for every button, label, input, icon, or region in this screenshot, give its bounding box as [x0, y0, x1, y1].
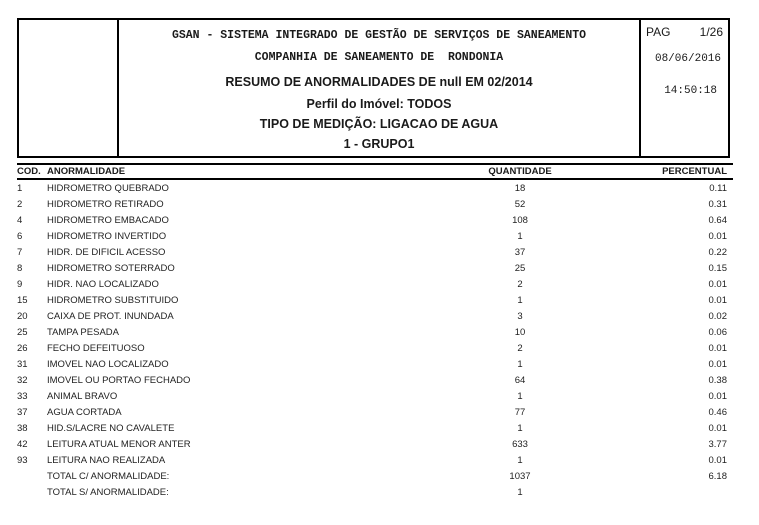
quantidade-cell: 2 — [517, 342, 523, 354]
table-row — [17, 372, 733, 388]
page-number: 1/26 — [699, 25, 723, 39]
table-row — [17, 276, 733, 292]
anormalidade-cell: IMOVEL NAO LOCALIZADO — [47, 358, 169, 370]
quantidade-cell: 1 — [517, 358, 523, 370]
percentual-cell: 0.01 — [708, 454, 727, 466]
table-row — [17, 436, 733, 452]
page-row — [641, 26, 728, 39]
anomalies-table — [17, 163, 733, 500]
anormalidade-cell: LEITURA ATUAL MENOR ANTER — [47, 438, 191, 450]
table-row — [17, 404, 733, 420]
anormalidade-cell: TOTAL C/ ANORMALIDADE: — [47, 470, 170, 482]
percentual-cell: 0.46 — [708, 406, 727, 418]
quantidade-cell: 64 — [514, 374, 526, 386]
quantidade-cell: 1 — [517, 390, 523, 402]
cod-cell: 6 — [17, 230, 23, 242]
quantidade-cell: 1 — [517, 294, 523, 306]
table-row — [17, 388, 733, 404]
table-row — [17, 196, 733, 212]
table-row — [17, 179, 733, 196]
report-date: 08/06/2016 — [654, 53, 721, 65]
anormalidade-cell: HIDROMETRO EMBACADO — [47, 214, 169, 226]
anormalidade-cell: HIDROMETRO QUEBRADO — [47, 182, 169, 194]
anormalidade-cell: HIDROMETRO SOTERRADO — [47, 262, 175, 274]
anormalidade-cell: ANIMAL BRAVO — [47, 390, 118, 402]
cod-cell: 31 — [17, 358, 28, 370]
cod-cell: 9 — [17, 278, 23, 290]
table-row — [17, 340, 733, 356]
percentual-cell: 0.02 — [708, 310, 727, 322]
company-name: COMPANHIA DE SANEAMENTO DE RONDONIA — [254, 51, 504, 64]
quantidade-cell: 2 — [517, 278, 523, 290]
group-line: 1 - GRUPO1 — [343, 137, 415, 151]
anormalidade-cell: LEITURA NAO REALIZADA — [47, 454, 166, 466]
table-row — [17, 228, 733, 244]
column-header-quantidade: QUANTIDADE — [440, 164, 600, 179]
total-row — [17, 468, 733, 484]
table-row — [17, 452, 733, 468]
report-header-center — [119, 20, 639, 156]
quantidade-cell: 108 — [512, 214, 528, 226]
cod-cell: 26 — [17, 342, 28, 354]
cod-cell: 4 — [17, 214, 23, 226]
percentual-cell: 0.64 — [708, 214, 727, 226]
percentual-cell: 0.01 — [708, 390, 727, 402]
cod-cell — [17, 468, 47, 484]
cod-cell: 33 — [17, 390, 28, 402]
percentual-cell — [600, 484, 733, 500]
cod-cell — [17, 484, 47, 500]
percentual-cell: 0.22 — [708, 246, 727, 258]
percentual-cell: 0.31 — [708, 198, 727, 210]
quantidade-cell: 1 — [517, 422, 523, 434]
quantidade-cell: 18 — [514, 182, 526, 194]
report-time: 14:50:18 — [664, 85, 717, 97]
anormalidade-cell: TOTAL S/ ANORMALIDADE: — [47, 486, 169, 498]
column-header-anormalidade: ANORMALIDADE — [47, 164, 440, 179]
anormalidade-cell: HIDR. NAO LOCALIZADO — [47, 278, 159, 290]
quantidade-cell: 1 — [517, 486, 523, 498]
cod-cell: 7 — [17, 246, 23, 258]
page-label: PAG — [646, 25, 671, 39]
table-row — [17, 292, 733, 308]
anormalidade-cell: HIDROMETRO INVERTIDO — [47, 230, 167, 242]
anormalidade-cell: HIDROMETRO SUBSTITUIDO — [47, 294, 179, 306]
table-row — [17, 356, 733, 372]
table-body — [17, 179, 733, 500]
cod-cell: 37 — [17, 406, 28, 418]
cod-cell: 93 — [17, 454, 28, 466]
quantidade-cell: 37 — [514, 246, 526, 258]
quantidade-cell: 3 — [517, 310, 523, 322]
anormalidade-cell: HIDR. DE DIFICIL ACESSO — [47, 246, 166, 258]
quantidade-cell: 25 — [514, 262, 526, 274]
anormalidade-cell: HID.S/LACRE NO CAVALETE — [47, 422, 175, 434]
percentual-cell: 3.77 — [708, 438, 727, 450]
quantidade-cell: 1037 — [509, 470, 531, 482]
quantidade-cell: 52 — [514, 198, 526, 210]
cod-cell: 20 — [17, 310, 28, 322]
percentual-cell: 0.01 — [708, 342, 727, 354]
anomalies-table-wrap — [17, 163, 733, 500]
cod-cell: 32 — [17, 374, 28, 386]
percentual-cell: 0.11 — [709, 182, 727, 194]
cod-cell: 42 — [17, 438, 28, 450]
cod-cell: 1 — [17, 182, 23, 194]
column-header-cod: COD. — [17, 164, 47, 179]
table-row — [17, 260, 733, 276]
anormalidade-cell: FECHO DEFEITUOSO — [47, 342, 145, 354]
quantidade-cell: 10 — [514, 326, 526, 338]
report-title: RESUMO DE ANORMALIDADES DE null EM 02/2014 — [225, 75, 533, 89]
percentual-cell: 0.15 — [708, 262, 727, 274]
column-header-percentual: PERCENTUAL — [600, 164, 733, 179]
quantidade-cell: 633 — [512, 438, 528, 450]
percentual-cell: 0.01 — [708, 230, 727, 242]
cod-cell: 38 — [17, 422, 28, 434]
percentual-cell: 6.18 — [708, 470, 727, 482]
cod-cell: 2 — [17, 198, 23, 210]
table-header-row — [17, 164, 733, 179]
page-info-cell — [639, 20, 728, 156]
report-header-box — [17, 18, 730, 158]
cod-cell: 8 — [17, 262, 23, 274]
table-row — [17, 244, 733, 260]
percentual-cell: 0.01 — [708, 422, 727, 434]
cod-cell: 15 — [17, 294, 28, 306]
percentual-cell: 0.06 — [708, 326, 727, 338]
profile-line: Perfil do Imóvel: TODOS — [306, 97, 452, 111]
anormalidade-cell: CAIXA DE PROT. INUNDADA — [47, 310, 174, 322]
cod-cell: 25 — [17, 326, 28, 338]
anormalidade-cell: AGUA CORTADA — [47, 406, 122, 418]
anormalidade-cell: HIDROMETRO RETIRADO — [47, 198, 164, 210]
percentual-cell: 0.01 — [708, 358, 727, 370]
percentual-cell: 0.38 — [708, 374, 727, 386]
table-row — [17, 324, 733, 340]
anormalidade-cell: IMOVEL OU PORTAO FECHADO — [47, 374, 191, 386]
total-row — [17, 484, 733, 500]
logo-placeholder — [19, 20, 119, 156]
quantidade-cell: 1 — [517, 230, 523, 242]
percentual-cell: 0.01 — [708, 278, 727, 290]
percentual-cell: 0.01 — [708, 294, 727, 306]
table-row — [17, 212, 733, 228]
quantidade-cell: 77 — [514, 406, 526, 418]
table-row — [17, 420, 733, 436]
system-title: GSAN - SISTEMA INTEGRADO DE GESTÃO DE SERVIÇOS DE SANEAMENTO — [171, 29, 587, 42]
anormalidade-cell: TAMPA PESADA — [47, 326, 119, 338]
measurement-type-line: TIPO DE MEDIÇÃO: LIGACAO DE AGUA — [259, 117, 499, 131]
table-row — [17, 308, 733, 324]
quantidade-cell: 1 — [517, 454, 523, 466]
